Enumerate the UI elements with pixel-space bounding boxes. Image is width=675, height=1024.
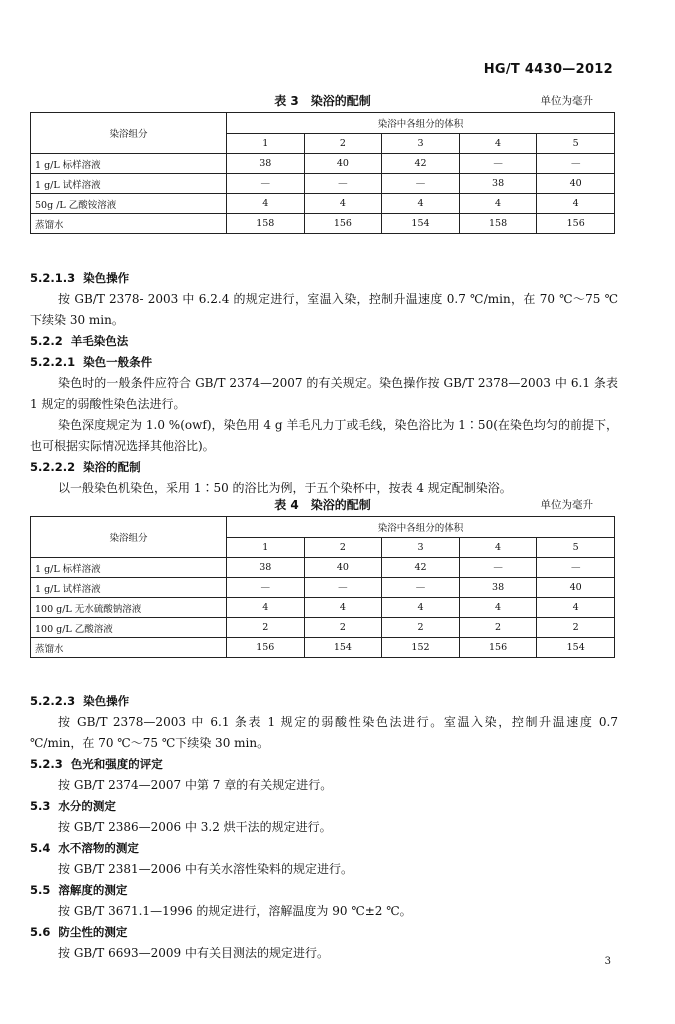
row-label: 蒸馏水 — [31, 214, 227, 234]
section-number: 5.2.3 — [30, 757, 63, 771]
paragraph: 按 GB/T 3671.1—1996 的规定进行，溶解温度为 90 ℃±2 ℃。 — [58, 904, 412, 918]
cell-value: — — [304, 174, 382, 194]
cell-value: — — [537, 558, 615, 578]
section-title: 染浴的配制 — [83, 460, 141, 474]
section-number: 5.6 — [30, 925, 51, 939]
paragraph: 按 GB/T 2374—2007 中第 7 章的有关规定进行。 — [58, 778, 333, 792]
cell-value: 2 — [459, 618, 537, 638]
cell-value: — — [459, 558, 537, 578]
cell-value: 4 — [537, 194, 615, 214]
section-heading-5-2-2 — [30, 331, 618, 352]
section-heading-5-2-2-2 — [30, 457, 618, 478]
section-heading-5-2-3 — [30, 754, 618, 775]
table-row — [31, 214, 615, 234]
section-title: 染色一般条件 — [83, 355, 153, 369]
table-4-unit: 单位为毫升 — [540, 499, 593, 511]
cell-value: 2 — [227, 618, 305, 638]
cell-value: 2 — [304, 618, 382, 638]
section-title: 溶解度的测定 — [58, 883, 128, 897]
paragraph: 以一般染色机染色，采用 1∶50 的浴比为例，于五个染杯中，按表 4 规定配制染浴。 — [58, 481, 512, 495]
section-title: 染色操作 — [83, 271, 130, 285]
section-number: 5.2.2 — [30, 334, 63, 348]
table-row — [31, 174, 615, 194]
row-label: 50g /L 乙酸铵溶液 — [31, 194, 227, 214]
table-4-col-header: 4 — [459, 538, 537, 558]
table-3-col-header: 2 — [304, 134, 382, 154]
paragraph: 按 GB/T 2378—2003 中 6.1 条表 1 规定的弱酸性染色法进行。室温入染，控制升温速度 0.7 ℃/min，在 70 ℃～75 ℃下续染 30 min。 — [30, 715, 618, 750]
table-3 — [30, 112, 615, 234]
paragraph: 按 GB/T 2386—2006 中 3.2 烘干法的规定进行。 — [58, 820, 332, 834]
table-3-block — [30, 92, 615, 234]
table-3-title: 表 3 染浴的配制 — [274, 94, 371, 108]
cell-value: — — [537, 154, 615, 174]
cell-value: 158 — [459, 214, 537, 234]
paragraph: 染色时的一般条件应符合 GB/T 2374—2007 的有关规定。染色操作按 GB/T 2378—2003 中 6.1 条表 1 规定的弱酸性染色法进行。 — [30, 376, 618, 411]
paragraph: 染色深度规定为 1.0 %(owf)，染色用 4 g 羊毛凡力丁或毛线，染色浴比为 1∶50(在染色均匀的前提下，也可根据实际情况选择其他浴比)。 — [30, 418, 618, 453]
table-3-unit: 单位为毫升 — [540, 95, 593, 107]
cell-value: 4 — [459, 194, 537, 214]
cell-value: 154 — [537, 638, 615, 658]
cell-value: 2 — [537, 618, 615, 638]
cell-value: 38 — [459, 174, 537, 194]
cell-value: 38 — [227, 154, 305, 174]
table-3-col-header: 3 — [382, 134, 460, 154]
cell-value: 156 — [227, 638, 305, 658]
section-number: 5.3 — [30, 799, 51, 813]
cell-value: 4 — [304, 598, 382, 618]
table-3-volume-header: 染浴中各组分的体积 — [227, 113, 615, 134]
section-heading-5-5 — [30, 880, 618, 901]
row-label: 1 g/L 标样溶液 — [31, 558, 227, 578]
section-heading-5-6 — [30, 922, 618, 943]
table-4-col-header: 5 — [537, 538, 615, 558]
cell-value: 40 — [537, 578, 615, 598]
cell-value: 38 — [459, 578, 537, 598]
cell-value: 156 — [537, 214, 615, 234]
page-number: 3 — [604, 956, 611, 967]
cell-value: 42 — [382, 154, 460, 174]
section-title: 水不溶物的测定 — [58, 841, 139, 855]
cell-value: 158 — [227, 214, 305, 234]
section-heading-5-3 — [30, 796, 618, 817]
row-label: 1 g/L 标样溶液 — [31, 154, 227, 174]
cell-value: 4 — [227, 194, 305, 214]
cell-value: 4 — [227, 598, 305, 618]
paragraph: 按 GB/T 2378- 2003 中 6.2.4 的规定进行，室温入染，控制升温速度 0.7 ℃/min，在 70 ℃～75 ℃下续染 30 min。 — [30, 292, 618, 327]
section-title: 防尘性的测定 — [58, 925, 128, 939]
section-number: 5.5 — [30, 883, 51, 897]
table-3-col-header: 4 — [459, 134, 537, 154]
cell-value: 152 — [382, 638, 460, 658]
cell-value: 38 — [227, 558, 305, 578]
table-row — [31, 558, 615, 578]
table-4-block — [30, 496, 615, 658]
section-number: 5.2.2.1 — [30, 355, 76, 369]
table-row — [31, 598, 615, 618]
cell-value: 154 — [304, 638, 382, 658]
section-heading-5-2-2-3 — [30, 691, 618, 712]
table-row — [31, 194, 615, 214]
table-4-group-header: 染浴组分 — [31, 517, 227, 558]
cell-value: 154 — [382, 214, 460, 234]
table-3-col-header: 5 — [537, 134, 615, 154]
cell-value: 40 — [537, 174, 615, 194]
cell-value: 156 — [304, 214, 382, 234]
body-text-lower — [30, 691, 618, 964]
table-4-title: 表 4 染浴的配制 — [274, 498, 371, 512]
cell-value: 4 — [537, 598, 615, 618]
row-label: 蒸馏水 — [31, 638, 227, 658]
standard-code: HG/T 4430—2012 — [483, 62, 613, 77]
table-row — [31, 618, 615, 638]
paragraph: 按 GB/T 2381—2006 中有关水溶性染料的规定进行。 — [58, 862, 353, 876]
section-title: 色光和强度的评定 — [70, 757, 163, 771]
row-label: 100 g/L 无水硫酸钠溶液 — [31, 598, 227, 618]
cell-value: — — [227, 578, 305, 598]
cell-value: 4 — [459, 598, 537, 618]
section-title: 染色操作 — [83, 694, 130, 708]
section-number: 5.2.1.3 — [30, 271, 76, 285]
row-label: 1 g/L 试样溶液 — [31, 174, 227, 194]
cell-value: 40 — [304, 154, 382, 174]
paragraph: 按 GB/T 6693—2009 中有关目测法的规定进行。 — [58, 946, 329, 960]
cell-value: 2 — [382, 618, 460, 638]
table-row — [31, 154, 615, 174]
cell-value: — — [382, 174, 460, 194]
cell-value: — — [227, 174, 305, 194]
table-4-col-header: 2 — [304, 538, 382, 558]
table-4-caption — [30, 496, 615, 516]
body-text-upper — [30, 268, 618, 499]
table-4 — [30, 516, 615, 658]
cell-value: 4 — [382, 194, 460, 214]
table-row — [31, 638, 615, 658]
row-label: 1 g/L 试样溶液 — [31, 578, 227, 598]
cell-value: 42 — [382, 558, 460, 578]
cell-value: 4 — [304, 194, 382, 214]
cell-value: — — [459, 154, 537, 174]
cell-value: 156 — [459, 638, 537, 658]
table-3-caption — [30, 92, 615, 112]
section-title: 羊毛染色法 — [70, 334, 129, 348]
table-4-col-header: 1 — [227, 538, 305, 558]
table-row — [31, 578, 615, 598]
table-3-col-header: 1 — [227, 134, 305, 154]
section-number: 5.2.2.2 — [30, 460, 76, 474]
cell-value: — — [382, 578, 460, 598]
cell-value: 40 — [304, 558, 382, 578]
section-heading-5-2-2-1 — [30, 352, 618, 373]
cell-value: — — [304, 578, 382, 598]
section-heading-5-4 — [30, 838, 618, 859]
table-3-group-header: 染浴组分 — [31, 113, 227, 154]
table-4-col-header: 3 — [382, 538, 460, 558]
table-4-volume-header: 染浴中各组分的体积 — [227, 517, 615, 538]
section-number: 5.2.2.3 — [30, 694, 76, 708]
section-title: 水分的测定 — [58, 799, 116, 813]
row-label: 100 g/L 乙酸溶液 — [31, 618, 227, 638]
cell-value: 4 — [382, 598, 460, 618]
section-number: 5.4 — [30, 841, 51, 855]
section-heading-5-2-1-3 — [30, 268, 618, 289]
